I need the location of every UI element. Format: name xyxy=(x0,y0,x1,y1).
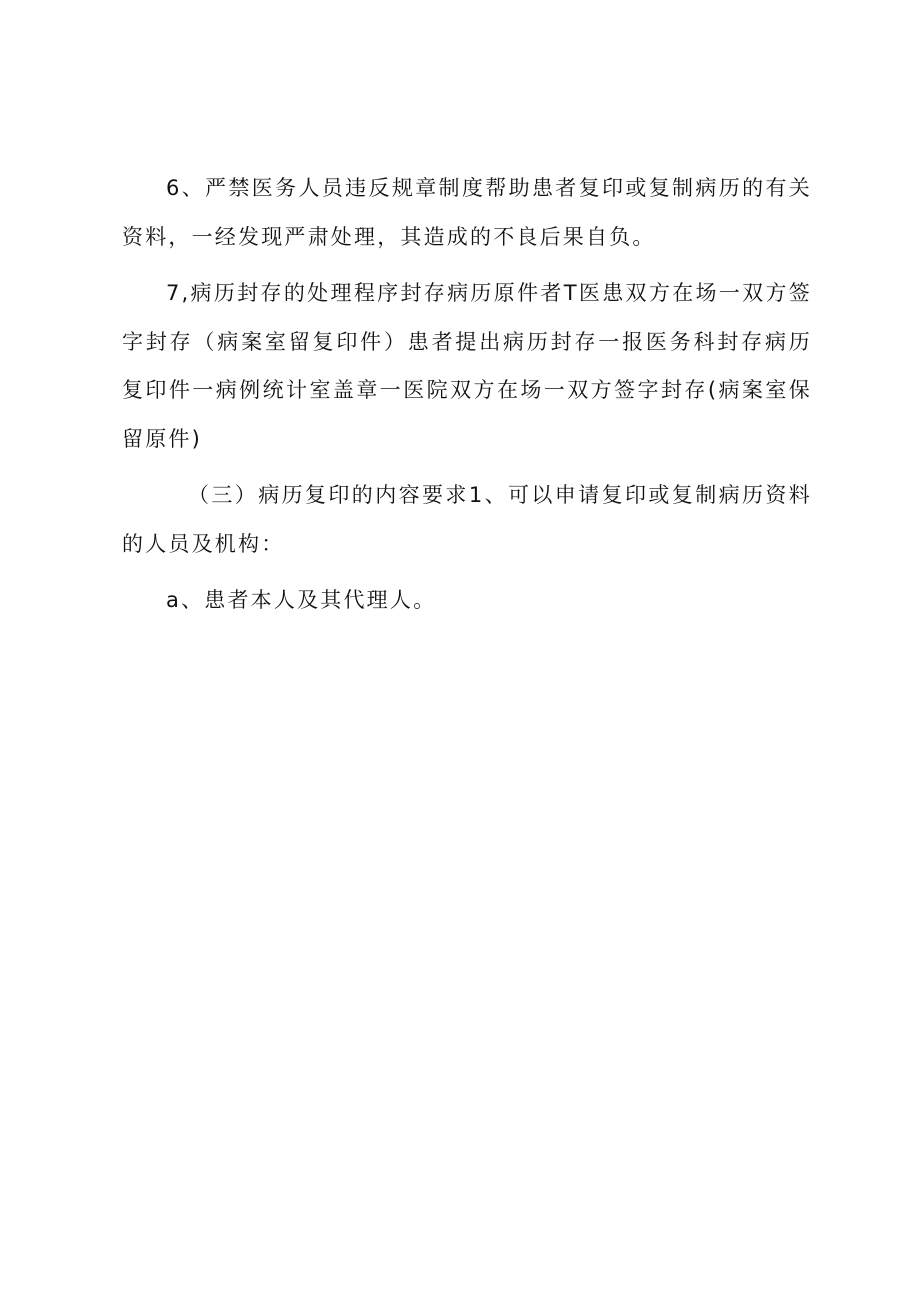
paragraph-item-7: 7,病历封存的处理程序封存病历原件者T医患双方在场一双方签字封存（病案室留复印件）患者提出病历封存一报医务科封存病历复印件一病例统计室盖章一医院双方在场一双方签字封存(病案室保留原件) xyxy=(122,281,812,451)
document-body xyxy=(122,164,812,625)
section-heading-copy-requirements: （三）病历复印的内容要求1、可以申请复印或复制病历资料的人员及机构： xyxy=(122,483,812,556)
paragraph-item-6: 6、严禁医务人员违反规章制度帮助患者复印或复制病历的有关资料，一经发现严肃处理，其造成的不良后果自负。 xyxy=(122,176,812,249)
paragraph-item-a: a、患者本人及其代理人。 xyxy=(166,588,437,612)
